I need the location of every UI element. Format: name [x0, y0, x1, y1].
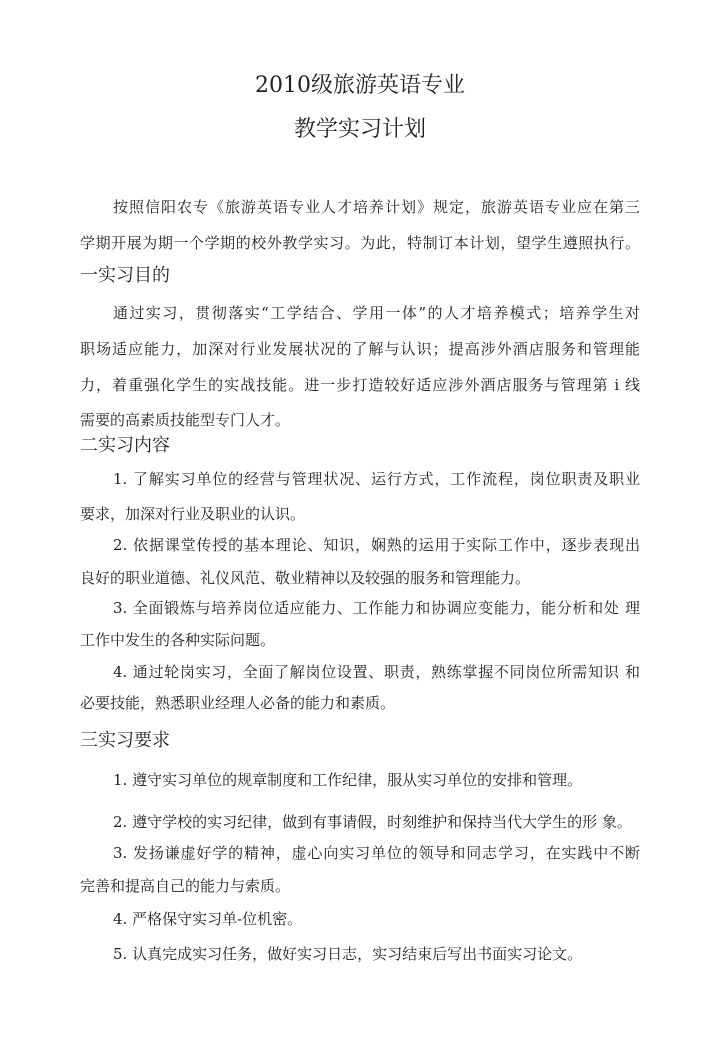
content-item-line: 1. 了解实习单位的经营与管理状况、运行方式，工作流程，岗位职责及职业 [113, 470, 640, 488]
section-heading-content: 二实习内容 [80, 435, 170, 456]
document-subtitle: 教学实习计划 [293, 117, 426, 142]
content-item-line: 工作中发生的各种实际问题。 [80, 631, 276, 649]
content-item-line: 4. 通过轮岗实习，全面了解岗位设置、职责，熟练掌握不同岗位所需知识 和 [113, 663, 640, 681]
intro-line: 按照信阳农专《旅游英语专业人才培养计划》规定，旅游英语专业应在第三 [113, 198, 640, 216]
purpose-line: 需要的高素质技能型专门人才。 [80, 411, 291, 429]
document-title: 2010级旅游英语专业 [255, 73, 465, 98]
content-item-line: 2. 依据课堂传授的基本理论、知识，娴熟的运用于实际工作中，逐步表现出 [113, 536, 640, 554]
content-item-line: 3. 全面锻炼与培养岗位适应能力、工作能力和协调应变能力，能分析和处 理 [113, 599, 640, 617]
requirement-item-line: 4. 严格保守实习单-位机密。 [113, 910, 303, 928]
intro-line: 学期开展为期一个学期的校外教学实习。为此，特制订本计划，望学生遵照执行。 [80, 234, 640, 252]
content-item-line: 良好的职业道德、礼仪风范、敬业精神以及较强的服务和管理能力。 [80, 569, 531, 587]
purpose-line: 力，着重强化学生的实战技能。进一步打造较好适应涉外酒店服务与管理第 i 线 [80, 376, 640, 394]
content-item-line: 要求，加深对行业及职业的认识。 [80, 505, 306, 523]
requirement-item-line: 2. 遵守学校的实习纪律，做到有事请假，时刻维护和保持当代大学生的形 象。 [113, 813, 632, 831]
requirement-item-line: 1. 遵守实习单位的规章制度和工作纪律，服从实习单位的安排和管理。 [113, 771, 583, 789]
requirement-item-line: 5. 认真完成实习任务，做好实习日志，实习结束后写出书面实习论文。 [113, 945, 583, 963]
content-item-line: 必要技能，熟悉职业经理人必备的能力和素质。 [80, 694, 396, 712]
purpose-line: 通过实习，贯彻落实“工学结合、学用一体”的人才培养模式；培养学生对 [113, 304, 640, 322]
section-heading-purpose: 一实习目的 [80, 265, 170, 286]
section-heading-requirements: 三实习要求 [80, 730, 170, 751]
purpose-line: 职场适应能力，加深对行业发展状况的了解与认识；提高涉外酒店服务和管理能 [80, 340, 640, 358]
requirement-item-line: 3. 发扬谦虚好学的精神，虚心向实习单位的领导和同志学习，在实践中不断 [113, 844, 640, 862]
requirement-item-line: 完善和提高自己的能力与索质。 [80, 877, 291, 895]
